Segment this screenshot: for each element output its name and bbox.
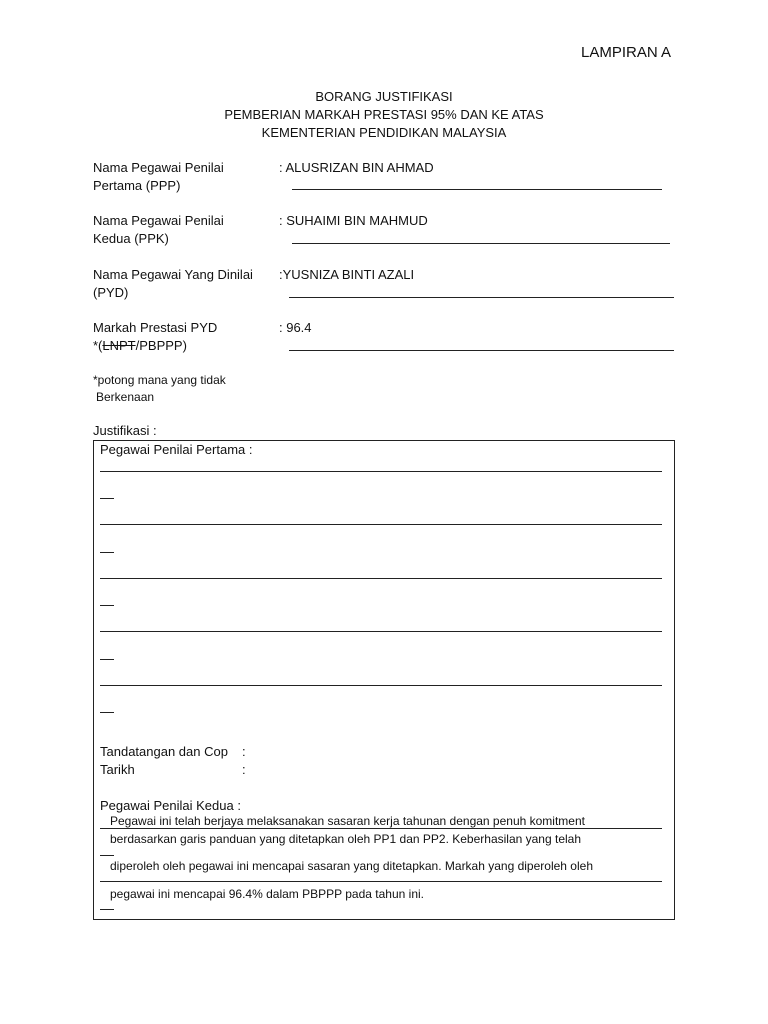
pyd-label-line2: (PYD) [93,285,129,300]
markah-label-line2 [93,338,187,354]
markah-lnpt-struck: LNPT [102,338,136,353]
ppk-rule-1 [100,828,662,829]
ppk-justification-line-1: Pegawai ini telah berjaya melaksanakan sasaran kerja tahunan dengan penuh komitment [110,814,585,828]
ppk-rule-2-wrap [100,909,114,910]
markah-value: : 96.4 [279,320,312,335]
justifikasi-label: Justifikasi : [93,423,157,438]
ppk-rule-2 [100,881,662,882]
ppp-heading: Pegawai Penilai Pertama : [100,442,253,457]
ppk-justification-line-2: berdasarkan garis panduan yang ditetapkan oleh PP1 dan PP2. Keberhasilan yang telah [110,832,582,846]
signature-label: Tandatangan dan Cop [100,744,228,759]
ppp-line-4 [100,631,662,632]
date-colon: : [242,762,246,777]
ppk-name-value: : SUHAIMI BIN MAHMUD [279,213,428,228]
form-subtitle: PEMBERIAN MARKAH PRESTASI 95% DAN KE ATAS [224,107,544,122]
pyd-label-line1: Nama Pegawai Yang Dinilai [93,267,253,282]
markah-suffix: /PBPPP) [135,338,187,353]
ppk-justification-line-4: pegawai ini mencapai 96.4% dalam PBPPP pada tahun ini. [110,887,424,901]
ppp-line-2 [100,524,662,525]
ppp-line-2-wrap [100,552,114,553]
ppk-justification-line-3: diperoleh oleh pegawai ini mencapai sasaran yang ditetapkan. Markah yang diperoleh oleh [110,859,593,873]
ppp-label-line1: Nama Pegawai Penilai [93,160,224,175]
pyd-underline [289,297,674,298]
ppk-heading: Pegawai Penilai Kedua : [100,798,241,813]
ppp-line-1 [100,471,662,472]
ppp-name-value: : ALUSRIZAN BIN AHMAD [279,160,434,175]
form-title: BORANG JUSTIFIKASI [315,89,453,104]
ppp-line-4-wrap [100,659,114,660]
note-line1: *potong mana yang tidak [93,373,226,387]
ppk-rule-1-wrap [100,855,114,856]
ppp-line-3-wrap [100,605,114,606]
markah-prefix: *( [93,338,103,353]
note-line2: Berkenaan [96,390,155,404]
markah-underline [289,350,674,351]
markah-label-line1: Markah Prestasi PYD [93,320,218,335]
date-label: Tarikh [100,762,135,777]
ppk-label-line1: Nama Pegawai Penilai [93,213,224,228]
justification-box [93,440,675,920]
ppp-line-1-wrap [100,498,114,499]
ppp-label-line2: Pertama (PPP) [93,178,181,193]
ppp-line-3 [100,578,662,579]
signature-colon: : [242,744,246,759]
ppk-label-line2: Kedua (PPK) [93,231,169,246]
pyd-name-value: :YUSNIZA BINTI AZALI [279,267,415,282]
ppp-line-5-wrap [100,712,114,713]
ministry-name: KEMENTERIAN PENDIDIKAN MALAYSIA [261,125,507,140]
ppp-line-5 [100,685,662,686]
ppk-underline [292,243,670,244]
ppp-underline [292,189,662,190]
lampiran-label: LAMPIRAN A [581,44,672,61]
